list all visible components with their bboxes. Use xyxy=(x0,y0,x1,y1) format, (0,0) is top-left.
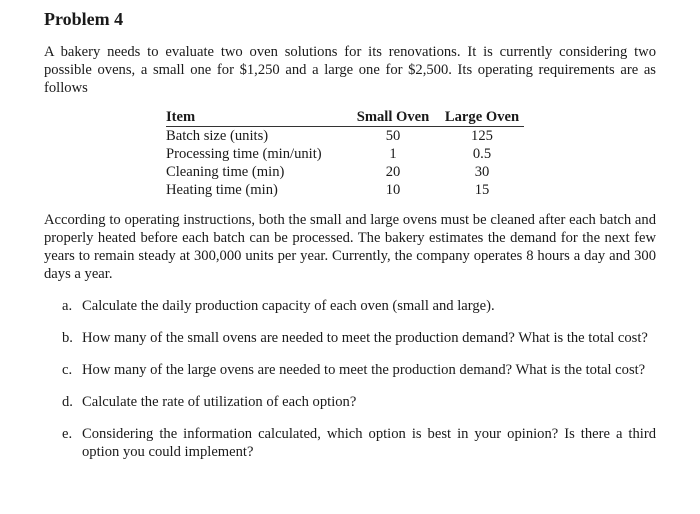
problem-document xyxy=(44,8,656,475)
question-text: Calculate the daily production capacity of each oven (small and large). xyxy=(82,298,495,314)
table-row xyxy=(166,127,524,146)
operations-paragraph: According to operating instructions, both the small and large ovens must be cleaned after each batch and properly heated before each batch can be processed. The bakery estimates the demand for the next few years to remain steady at 300,000 units per year. Currently, the company operates 8 hours a day and 300 days a year. xyxy=(44,212,656,282)
question-text: Considering the information calculated, which option is best in your opinion? Is there a third option you could implement? xyxy=(82,426,656,460)
question-item xyxy=(44,329,656,347)
row-large-value: 30 xyxy=(474,164,490,180)
row-item: Cleaning time (min) xyxy=(166,164,285,180)
question-item xyxy=(44,393,656,411)
question-letter: b. xyxy=(62,330,73,346)
row-large-value: 15 xyxy=(474,182,490,198)
row-large-value: 0.5 xyxy=(472,146,492,162)
problem-title: Problem 4 xyxy=(44,9,124,29)
row-small-value: 20 xyxy=(385,164,401,180)
table-row xyxy=(166,145,524,163)
row-large-value: 125 xyxy=(471,128,493,144)
oven-requirements-table xyxy=(166,108,524,199)
question-item xyxy=(44,361,656,379)
row-small-value: 10 xyxy=(385,182,401,198)
header-small-oven: Small Oven xyxy=(356,109,430,125)
question-item xyxy=(44,425,656,461)
table-header-row xyxy=(166,108,524,127)
header-item: Item xyxy=(166,109,196,125)
question-letter: c. xyxy=(62,362,73,378)
question-list xyxy=(44,297,656,461)
question-text: Calculate the rate of utilization of each option? xyxy=(82,394,357,410)
question-letter: e. xyxy=(62,426,73,442)
row-item: Processing time (min/unit) xyxy=(166,146,322,162)
intro-paragraph: A bakery needs to evaluate two oven solutions for its renovations. It is currently considering two possible ovens, a small one for $1,250 and a large one for $2,500. Its operating requirements are as follows xyxy=(44,44,656,96)
row-item: Batch size (units) xyxy=(166,128,269,144)
table-row xyxy=(166,163,524,181)
question-letter: a. xyxy=(62,298,73,314)
question-item xyxy=(44,297,656,315)
question-text: How many of the small ovens are needed to meet the production demand? What is the total cost? xyxy=(82,330,648,346)
header-large-oven: Large Oven xyxy=(444,109,520,125)
row-small-value: 50 xyxy=(385,128,401,144)
table-row xyxy=(166,181,524,199)
question-letter: d. xyxy=(62,394,73,410)
row-small-value: 1 xyxy=(389,146,397,162)
question-text: How many of the large ovens are needed to meet the production demand? What is the total cost? xyxy=(82,362,646,378)
row-item: Heating time (min) xyxy=(166,182,278,198)
